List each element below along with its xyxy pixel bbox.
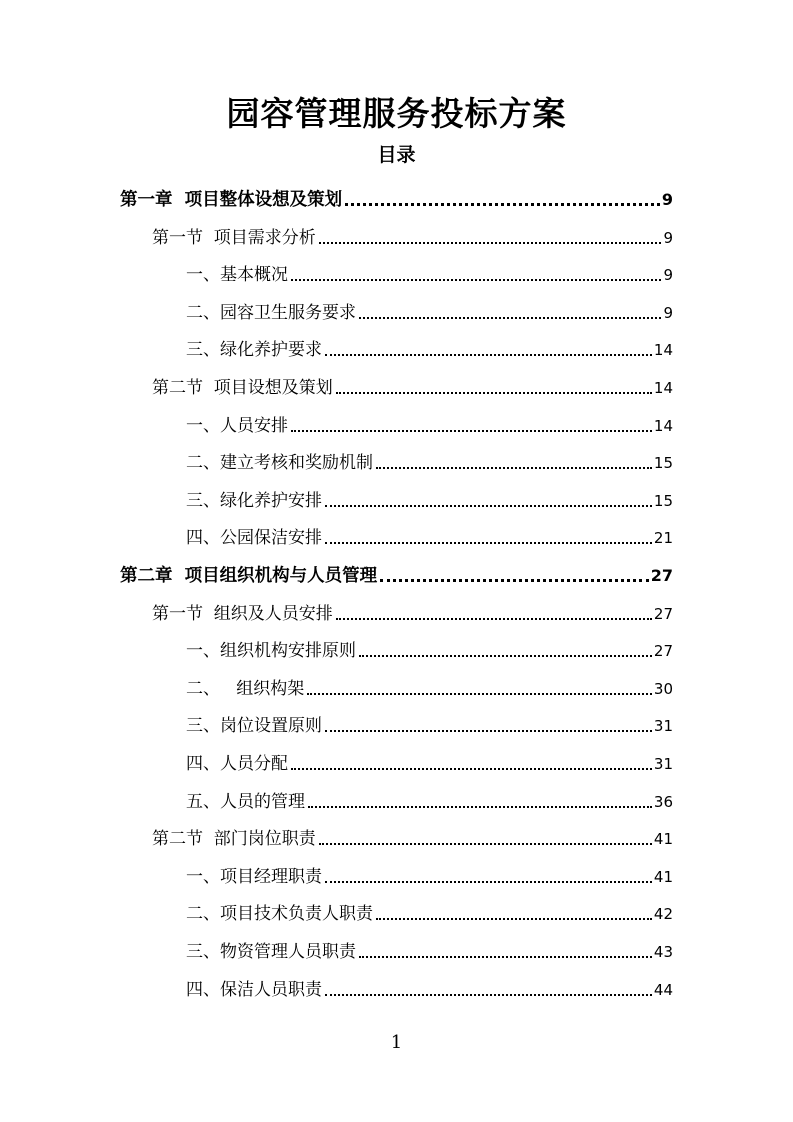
toc-section[interactable] xyxy=(152,373,673,399)
toc-section[interactable] xyxy=(152,223,673,249)
toc-entry-page: 43 xyxy=(653,943,673,961)
toc-entry-label: 一、项目经理职责 xyxy=(186,867,322,887)
toc-leader-dots xyxy=(307,693,652,695)
toc-leader-dots xyxy=(308,806,652,808)
toc-chapter[interactable] xyxy=(120,561,673,587)
toc-entry-label: 二、建立考核和奖励机制 xyxy=(186,453,373,473)
toc-item[interactable] xyxy=(186,862,673,888)
toc-item[interactable] xyxy=(186,486,673,512)
toc-entry-page: 9 xyxy=(661,190,673,209)
toc-entry-label: 四、公园保洁安排 xyxy=(186,528,322,548)
toc-entry-page: 36 xyxy=(653,793,673,811)
toc-entry-label: 三、绿化养护安排 xyxy=(186,491,322,511)
toc-entry-page: 41 xyxy=(653,868,673,886)
toc-entry-page: 21 xyxy=(653,529,673,547)
toc-entry-label: 五、人员的管理 xyxy=(186,792,305,812)
toc-entry-label: 第二节 项目设想及策划 xyxy=(152,378,333,398)
toc-leader-dots xyxy=(325,505,652,507)
toc-chapter[interactable] xyxy=(120,185,673,211)
toc-leader-dots xyxy=(380,579,649,582)
toc-leader-dots xyxy=(325,354,652,356)
toc-item[interactable] xyxy=(186,749,673,775)
toc-entry-label: 第二节 部门岗位职责 xyxy=(152,829,316,849)
toc-item[interactable] xyxy=(186,298,673,324)
toc-leader-dots xyxy=(291,430,652,432)
toc-leader-dots xyxy=(359,317,661,319)
toc-entry-page: 44 xyxy=(653,981,673,999)
toc-entry-label: 二、 组织构架 xyxy=(186,679,305,699)
toc-entry-page: 9 xyxy=(663,266,673,284)
toc-entry-page: 30 xyxy=(653,680,673,698)
toc-leader-dots xyxy=(291,279,661,281)
toc-entry-page: 9 xyxy=(663,304,673,322)
toc-entry-page: 9 xyxy=(663,229,673,247)
toc-entry-label: 一、组织机构安排原则 xyxy=(186,641,356,661)
toc-entry-label: 三、绿化养护要求 xyxy=(186,340,322,360)
toc-item[interactable] xyxy=(186,411,673,437)
toc-item[interactable] xyxy=(186,636,673,662)
toc-leader-dots xyxy=(336,618,652,620)
toc-item[interactable] xyxy=(186,523,673,549)
toc-item[interactable] xyxy=(186,937,673,963)
toc-entry-label: 一、基本概况 xyxy=(186,265,288,285)
toc-leader-dots xyxy=(376,467,652,469)
toc-leader-dots xyxy=(336,392,652,394)
toc-leader-dots xyxy=(319,242,662,244)
toc-entry-label: 第一节 项目需求分析 xyxy=(152,228,316,248)
toc-leader-dots xyxy=(291,768,652,770)
toc-entry-page: 42 xyxy=(653,905,673,923)
toc-item[interactable] xyxy=(186,711,673,737)
toc-entry-page: 14 xyxy=(653,341,673,359)
toc-entry-label: 四、人员分配 xyxy=(186,754,288,774)
toc-section[interactable] xyxy=(152,824,673,850)
toc-entry-page: 31 xyxy=(653,717,673,735)
toc-section[interactable] xyxy=(152,599,673,625)
toc-leader-dots xyxy=(359,655,652,657)
toc-entry-page: 15 xyxy=(653,492,673,510)
toc-entry-label: 第一节 组织及人员安排 xyxy=(152,604,333,624)
toc-leader-dots xyxy=(325,994,652,996)
toc-entry-page: 14 xyxy=(653,379,673,397)
toc-entry-page: 27 xyxy=(650,566,673,585)
toc-leader-dots xyxy=(325,542,652,544)
toc-entry-label: 四、保洁人员职责 xyxy=(186,980,322,1000)
toc-entry-label: 一、人员安排 xyxy=(186,416,288,436)
toc-leader-dots xyxy=(325,730,652,732)
toc-item[interactable] xyxy=(186,335,673,361)
toc-leader-dots xyxy=(325,881,652,883)
toc-leader-dots xyxy=(359,956,652,958)
toc-item[interactable] xyxy=(186,787,673,813)
toc-item[interactable] xyxy=(186,448,673,474)
toc-entry-page: 15 xyxy=(653,454,673,472)
toc-leader-dots xyxy=(376,918,652,920)
toc-item[interactable] xyxy=(186,899,673,925)
toc-item[interactable] xyxy=(186,674,673,700)
page-number: 1 xyxy=(390,1032,403,1053)
toc-leader-dots xyxy=(319,843,652,845)
toc-entry-label: 二、项目技术负责人职责 xyxy=(186,904,373,924)
toc-item[interactable] xyxy=(186,260,673,286)
toc-item[interactable] xyxy=(186,975,673,1001)
toc-entry-page: 41 xyxy=(653,830,673,848)
toc-entry-label: 三、物资管理人员职责 xyxy=(186,942,356,962)
toc-entry-page: 14 xyxy=(653,417,673,435)
toc-entry-label: 第一章 项目整体设想及策划 xyxy=(120,190,343,210)
toc-entry-label: 三、岗位设置原则 xyxy=(186,716,322,736)
toc-entry-page: 27 xyxy=(653,642,673,660)
toc-entry-label: 二、园容卫生服务要求 xyxy=(186,303,356,323)
toc-heading: 目录 xyxy=(377,144,416,166)
toc-entry-page: 31 xyxy=(653,755,673,773)
toc-entry-page: 27 xyxy=(653,605,673,623)
toc-entry-label: 第二章 项目组织机构与人员管理 xyxy=(120,566,378,586)
toc-leader-dots xyxy=(345,203,660,206)
document-title: 园容管理服务投标方案 xyxy=(226,94,567,133)
